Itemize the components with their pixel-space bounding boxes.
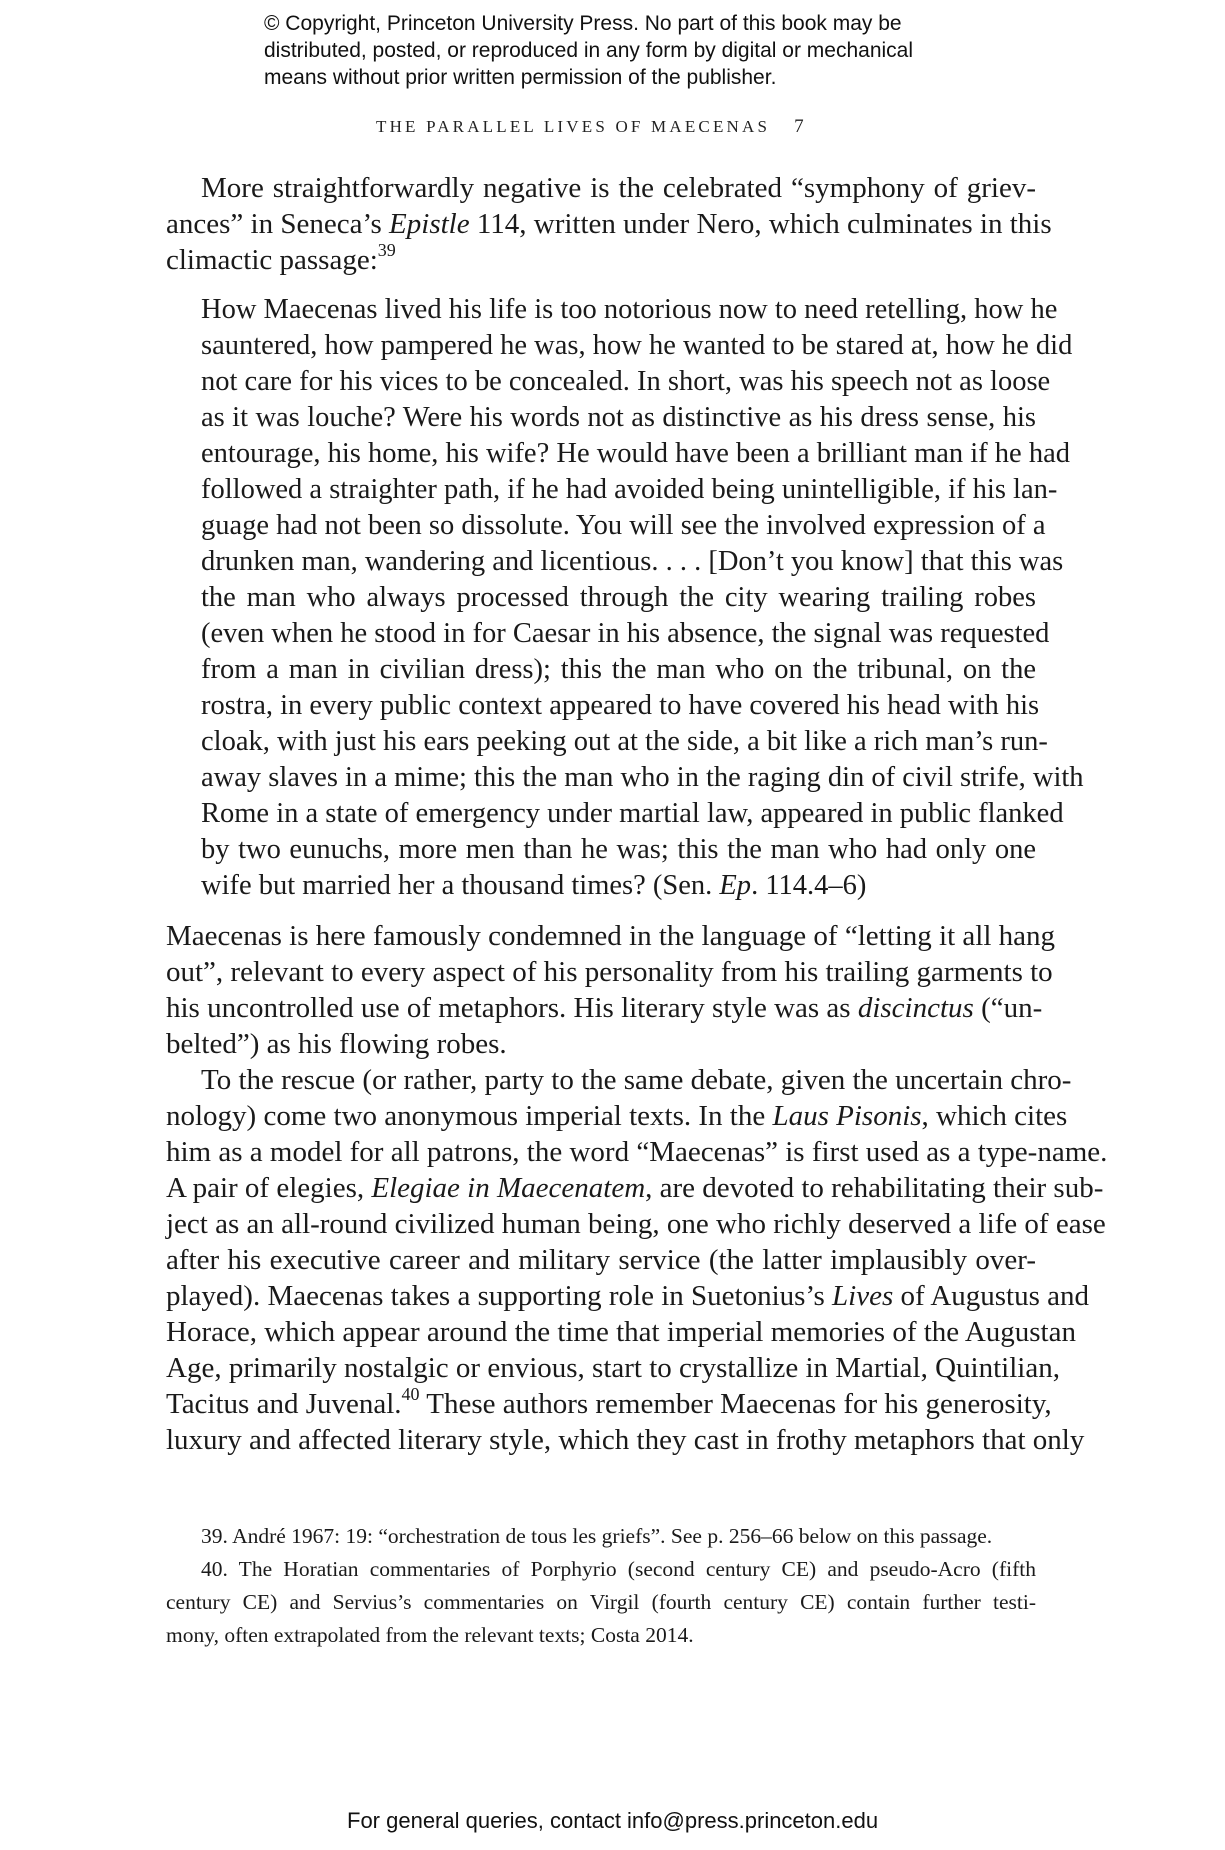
quote-line: entourage, his home, his wife? He would have been a brilliant man if he had <box>201 438 1070 469</box>
text-span: nology) come two anonymous imperial texts. In the <box>166 1100 773 1132</box>
quote-line: the man who always processed through the city wearing trailing robes <box>201 582 1036 613</box>
quote-line: from a man in civilian dress); this the man who on the tribunal, on the <box>201 654 1036 685</box>
footnote-40: 40. The Horatian commentaries of Porphyrio (second century CE) and pseudo-Acro (fifth <box>201 1557 1036 1581</box>
text-line <box>166 990 1043 1026</box>
text-span: climactic passage: <box>166 244 378 276</box>
quote-line: rostra, in every public context appeared to have covered his head with his <box>201 690 1040 721</box>
text-line: after his executive career and military service (the latter implausibly over- <box>166 1244 1036 1276</box>
text-span: , are devoted to rehabilitating their sub- <box>645 1172 1104 1204</box>
text-span: , which cites <box>921 1100 1068 1132</box>
text-line: out”, relevant to every aspect of his personality from his trailing garments to <box>166 956 1053 988</box>
quote-line: drunken man, wandering and licentious. . . . [Don’t you know] that this was <box>201 546 1064 577</box>
quote-line: as it was louche? Were his words not as distinctive as his dress sense, his <box>201 402 1036 433</box>
copyright-line: © Copyright, Princeton University Press. No part of this book may be <box>264 12 902 35</box>
italic-title: Laus Pisonis <box>772 1100 922 1132</box>
text-span: These authors remember Maecenas for his generosity, <box>419 1388 1052 1420</box>
text-line: luxury and affected literary style, which they cast in frothy metaphors that only <box>166 1424 1085 1456</box>
text-span: wife but married her a thousand times? (Sen. <box>201 870 720 901</box>
quote-line: not care for his vices to be concealed. In short, was his speech not as loose <box>201 366 1051 397</box>
page-number: 7 <box>794 116 804 137</box>
text-span: (“un- <box>973 992 1043 1024</box>
italic-title: Lives <box>832 1280 894 1312</box>
copyright-line: distributed, posted, or reproduced in any form by digital or mechanical <box>264 39 914 62</box>
footnote-39: 39. André 1967: 19: “orchestration de tous les griefs”. See p. 256–66 below on this passage. <box>201 1524 993 1548</box>
italic-title: Epistle <box>389 208 470 240</box>
footnote-ref[interactable]: 39 <box>377 240 396 261</box>
text-span: ances” in Seneca’s <box>166 208 390 240</box>
quote-line: (even when he stood in for Caesar in his absence, the signal was requested <box>201 618 1050 649</box>
quote-line <box>201 868 1036 904</box>
quote-line: cloak, with just his ears peeking out at the side, a bit like a rich man’s run- <box>201 726 1048 757</box>
text-line: Maecenas is here famously condemned in the language of “letting it all hang <box>166 920 1056 952</box>
footnotes <box>166 1520 1036 1652</box>
footnote-40-cont: mony, often extrapolated from the relevant texts; Costa 2014. <box>166 1623 694 1647</box>
paragraph-1 <box>166 170 1052 278</box>
quote-line: followed a straighter path, if he had avoided being unintelligible, if his lan- <box>201 474 1058 505</box>
text-span: of Augustus and <box>893 1280 1090 1312</box>
text-span: 114, written under Nero, which culminates in this <box>469 208 1052 240</box>
quote-line: sauntered, how pampered he was, how he wanted to be stared at, how he did <box>201 330 1073 361</box>
quote-line: How Maecenas lived his life is too notorious now to need retelling, how he <box>201 294 1058 325</box>
body-text <box>166 170 1108 1458</box>
copyright-notice <box>264 10 1024 91</box>
quote-line: by two eunuchs, more men than he was; this the man who had only one <box>201 834 1036 865</box>
quote-line: away slaves in a mime; this the man who in the raging din of civil strife, with <box>201 762 1084 793</box>
text-line: Horace, which appear around the time that imperial memories of the Augustan <box>166 1316 1076 1348</box>
text-line <box>166 1170 1104 1206</box>
text-span: A pair of elegies, <box>166 1172 372 1204</box>
text-line <box>166 242 1036 278</box>
paragraph-3 <box>166 1062 1108 1458</box>
footnote-ref[interactable]: 40 <box>401 1384 420 1405</box>
text-line: More straightforwardly negative is the celebrated “symphony of griev- <box>201 172 1036 204</box>
text-line: belted”) as his flowing robes. <box>166 1028 507 1060</box>
text-span: . 114.4–6) <box>751 870 867 901</box>
text-span: Tacitus and Juvenal. <box>166 1388 402 1420</box>
text-line <box>166 1384 1052 1422</box>
footnote-40-cont: century CE) and Servius’s commentaries on Virgil (fourth century CE) contain further testi- <box>166 1590 1036 1614</box>
italic-title: Elegiae in Maecenatem <box>371 1172 646 1204</box>
quote-line: Rome in a state of emergency under martial law, appeared in public flanked <box>201 798 1064 829</box>
text-line: Age, primarily nostalgic or envious, start to crystallize in Martial, Quintilian, <box>166 1352 1060 1384</box>
text-span: his uncontrolled use of metaphors. His literary style was as <box>166 992 858 1024</box>
block-quote <box>166 292 1084 904</box>
footer-contact: For general queries, contact info@press.princeton.edu <box>347 1808 879 1833</box>
running-head-title: THE PARALLEL LIVES OF MAECENAS <box>376 117 771 136</box>
text-span: played). Maecenas takes a supporting role in Suetonius’s <box>166 1280 833 1312</box>
text-line: him as a model for all patrons, the word “Maecenas” is first used as a type-name. <box>166 1136 1108 1168</box>
italic-term: discinctus <box>857 992 974 1024</box>
text-line: ject as an all-round civilized human being, one who richly deserved a life of ease <box>166 1208 1106 1240</box>
copyright-line: means without prior written permission of the publisher. <box>264 66 777 89</box>
paragraph-2 <box>166 918 1056 1062</box>
italic-abbrev: Ep <box>719 870 752 901</box>
quote-line: guage had not been so dissolute. You will see the involved expression of a <box>201 510 1046 541</box>
running-head <box>376 116 804 138</box>
text-line: To the rescue (or rather, party to the same debate, given the uncertain chro- <box>201 1064 1072 1096</box>
text-line <box>166 1278 1090 1314</box>
text-line <box>166 1098 1068 1134</box>
text-line <box>166 206 1052 242</box>
